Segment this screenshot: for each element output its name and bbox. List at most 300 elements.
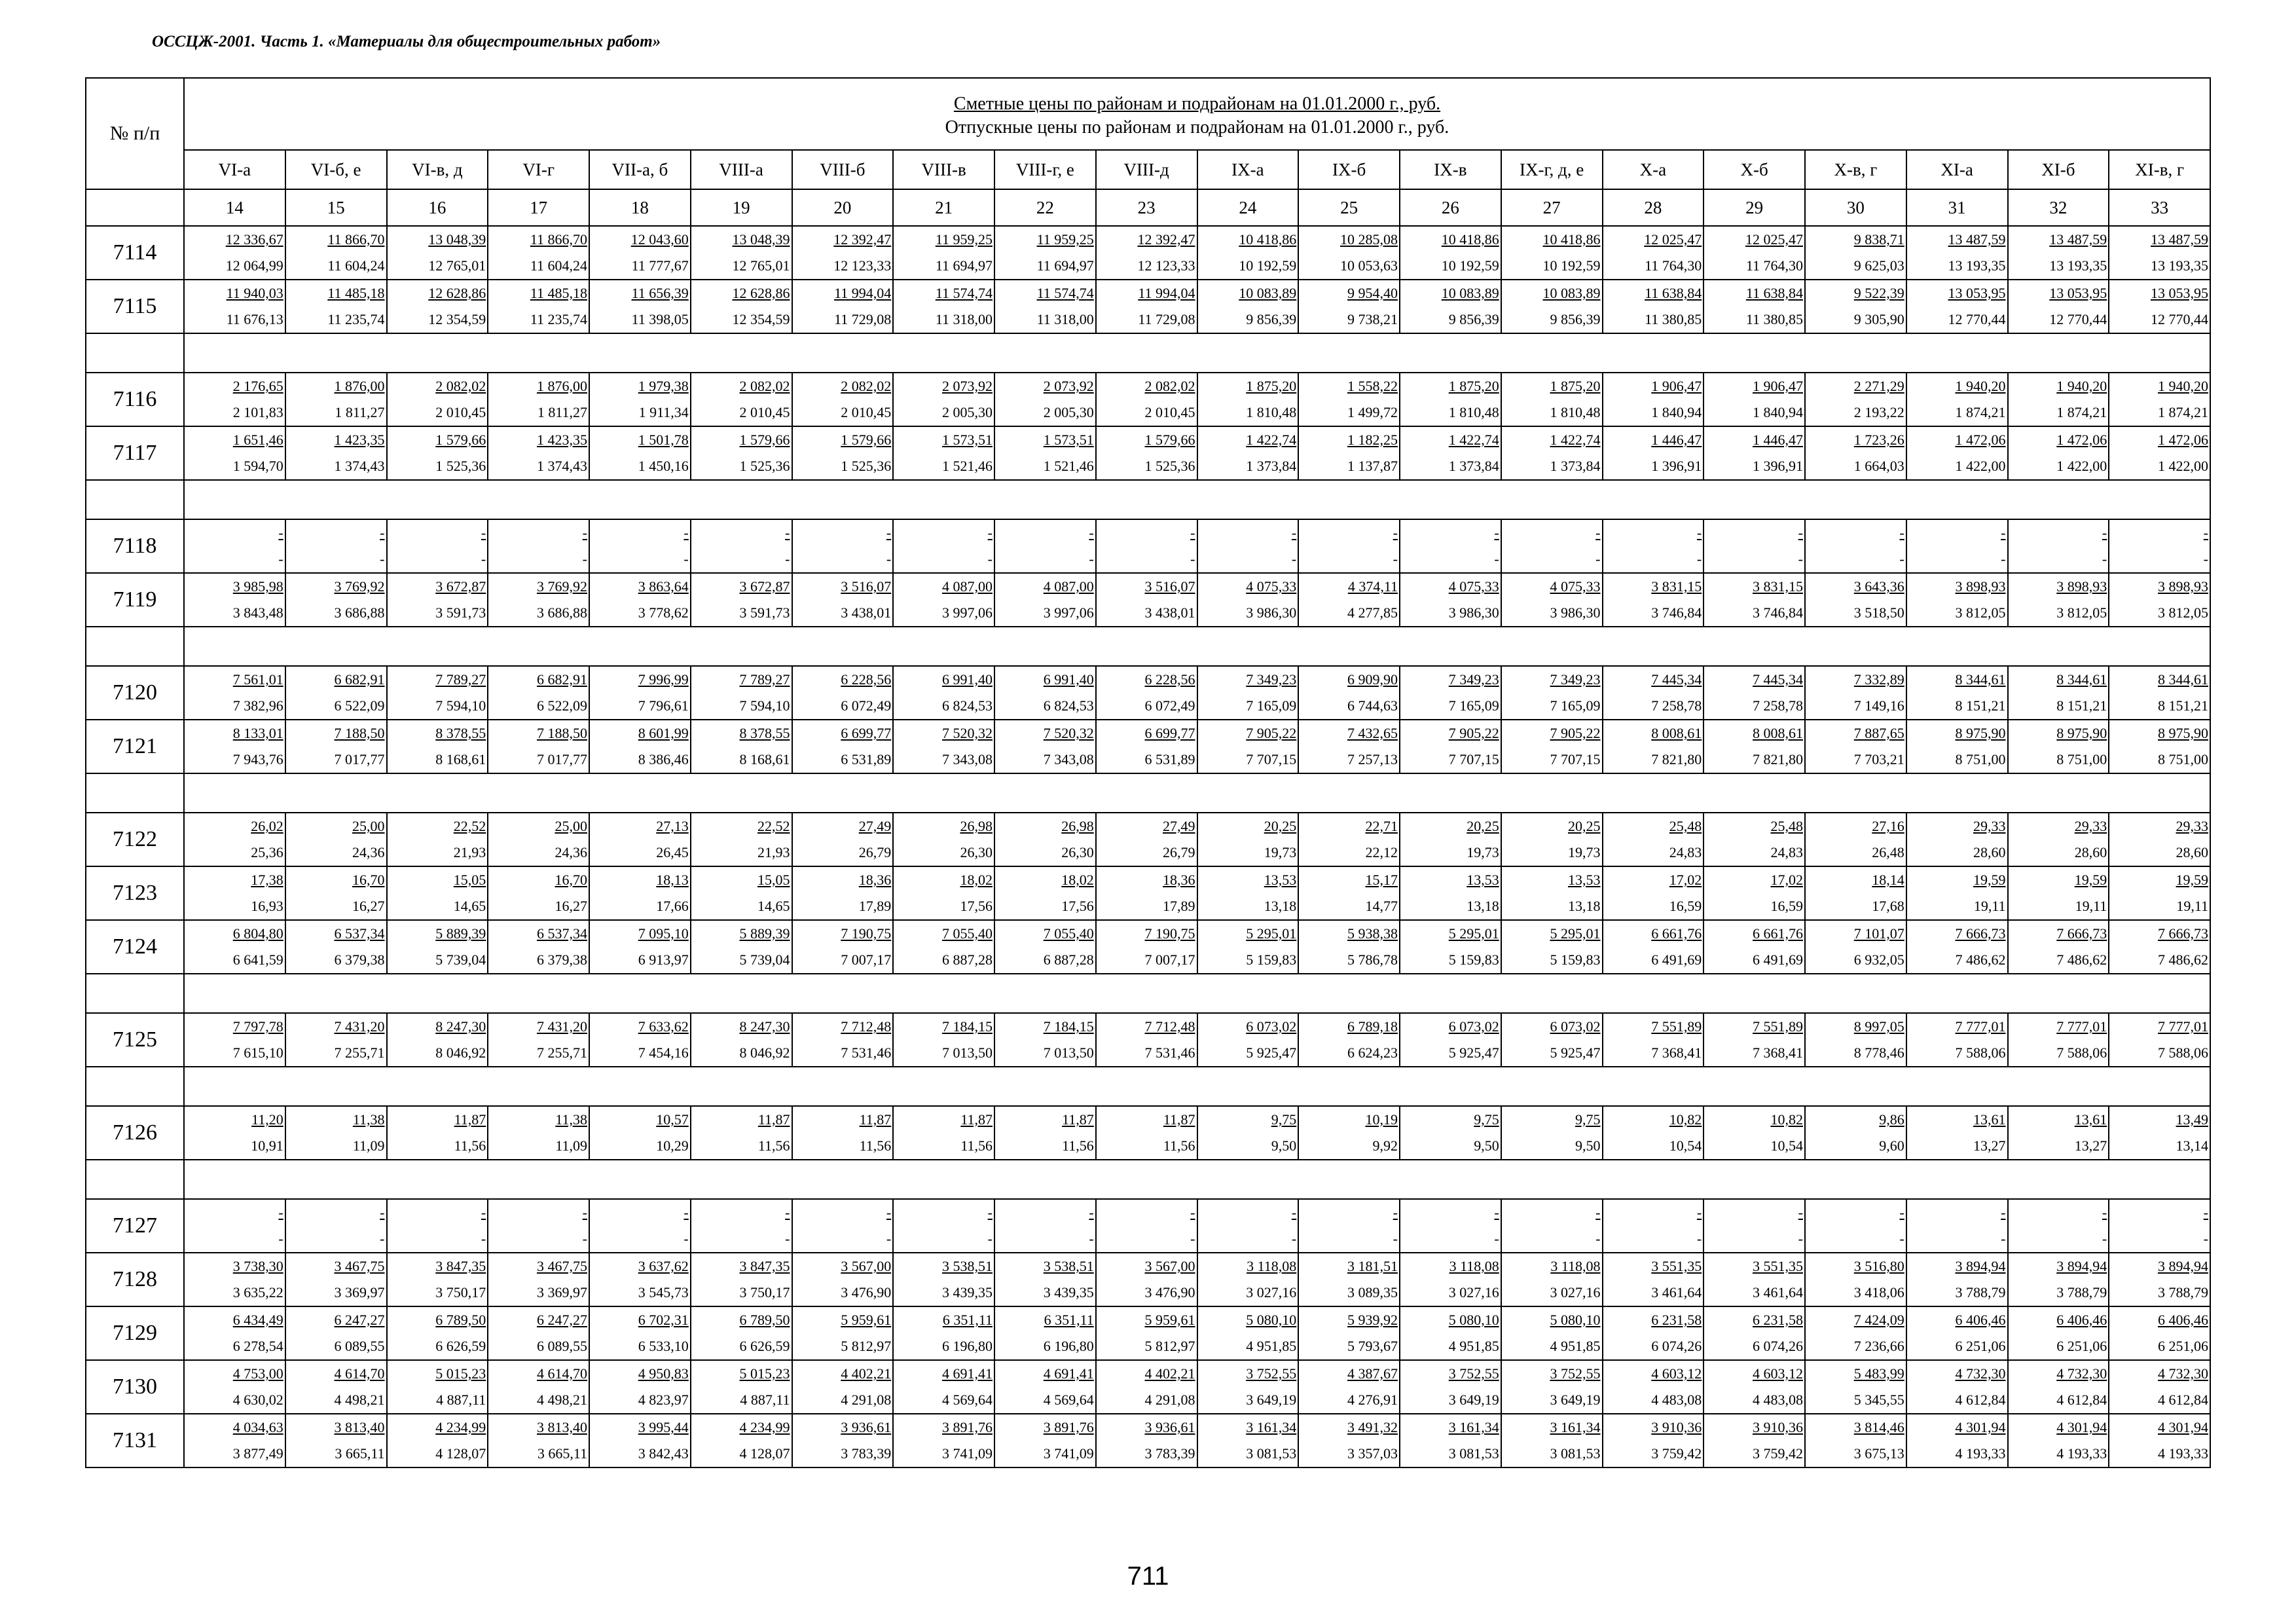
estimate-price: 7 184,15	[942, 1018, 993, 1035]
price-cell	[285, 573, 387, 627]
estimate-price: 12 628,86	[732, 285, 790, 301]
estimate-price: 4 603,12	[1651, 1365, 1702, 1382]
price-cell	[2008, 1013, 2109, 1067]
estimate-price: 11,38	[555, 1111, 587, 1128]
estimate-price: -	[1798, 1204, 1803, 1221]
release-price: 9,50	[1575, 1137, 1601, 1154]
region-header: XI-а	[1906, 150, 2008, 189]
estimate-price: 6 228,56	[1144, 671, 1195, 688]
release-price: 3 369,97	[537, 1284, 587, 1301]
release-price: 3 089,35	[1347, 1284, 1398, 1301]
price-cell	[387, 373, 488, 426]
estimate-price: 10,82	[1770, 1111, 1803, 1128]
estimate-price: 7 445,34	[1753, 671, 1803, 688]
estimate-price: 13,61	[2074, 1111, 2107, 1128]
estimate-price: 8 378,55	[739, 725, 790, 741]
price-cell	[589, 920, 691, 974]
estimate-price: 11 574,74	[1036, 285, 1094, 301]
release-price: 6 074,26	[1651, 1338, 1702, 1354]
price-cell	[488, 866, 589, 920]
price-cell	[285, 1106, 387, 1160]
release-price: -	[582, 551, 587, 567]
separator-row	[86, 974, 2210, 1013]
estimate-price: -	[1899, 525, 1904, 541]
estimate-price: -	[1696, 1204, 1702, 1221]
release-price: 7 588,06	[1955, 1044, 2006, 1061]
release-price: 5 925,47	[1550, 1044, 1601, 1061]
region-header: X-в, г	[1805, 150, 1906, 189]
price-cell	[1400, 666, 1501, 720]
release-price: 7 486,62	[1955, 951, 2006, 968]
separator-cell	[184, 773, 2210, 813]
table-row	[86, 573, 2210, 627]
release-price: 3 750,17	[739, 1284, 790, 1301]
price-cell	[691, 373, 792, 426]
release-price: 13,18	[1264, 898, 1297, 914]
release-price: 9 625,03	[1853, 257, 1904, 274]
price-cell	[1400, 1414, 1501, 1467]
price-cell	[1704, 1414, 1805, 1467]
release-price: 21,93	[453, 844, 486, 860]
release-price: -	[683, 551, 689, 567]
price-cell	[1603, 920, 1704, 974]
estimate-price: 7 789,27	[739, 671, 790, 688]
estimate-price: 4 075,33	[1246, 578, 1297, 595]
separator-cell	[184, 480, 2210, 519]
estimate-price: -	[1190, 1204, 1195, 1221]
release-price: -	[1798, 551, 1803, 567]
release-price: 3 081,53	[1550, 1445, 1601, 1462]
release-price: 28,60	[2176, 844, 2208, 860]
estimate-price: 3 161,34	[1246, 1419, 1297, 1435]
release-price: 6 278,54	[232, 1338, 283, 1354]
price-cell	[1197, 426, 1299, 480]
price-cell	[1805, 1306, 1906, 1360]
release-price: 2 010,45	[841, 404, 892, 420]
price-cell	[387, 920, 488, 974]
estimate-price: 1 472,06	[1955, 432, 2006, 448]
estimate-price: 5 080,10	[1550, 1312, 1601, 1328]
price-cell	[893, 1414, 994, 1467]
estimate-price: 3 118,08	[1449, 1258, 1499, 1274]
price-cell	[691, 280, 792, 333]
release-price: 24,36	[352, 844, 385, 860]
estimate-price: 27,13	[656, 818, 689, 834]
release-price: 1 874,21	[2158, 404, 2208, 420]
price-cell	[1096, 426, 1197, 480]
estimate-price: -	[1291, 1204, 1297, 1221]
estimate-price: 2 073,92	[1043, 378, 1094, 394]
price-cell	[488, 1414, 589, 1467]
price-cell	[387, 1253, 488, 1306]
estimate-price: 18,36	[1163, 872, 1195, 888]
price-cell	[994, 226, 1096, 280]
price-cell	[488, 373, 589, 426]
column-number: 30	[1805, 189, 1906, 226]
estimate-price: 3 831,15	[1753, 578, 1803, 595]
release-price: 3 759,42	[1651, 1445, 1702, 1462]
release-price: 3 438,01	[1144, 604, 1195, 621]
price-cell	[589, 720, 691, 773]
price-cell	[1298, 1106, 1400, 1160]
release-price: 10 053,63	[1340, 257, 1398, 274]
price-cell	[1805, 1013, 1906, 1067]
column-number: 23	[1096, 189, 1197, 226]
price-cell	[1805, 920, 1906, 974]
estimate-price: 6 247,27	[537, 1312, 587, 1328]
estimate-price: 6 699,77	[1144, 725, 1195, 741]
price-cell	[1906, 1253, 2008, 1306]
release-price: 10,54	[1770, 1137, 1803, 1154]
price-cell	[994, 1360, 1096, 1414]
price-cell	[893, 280, 994, 333]
price-cell	[994, 519, 1096, 573]
estimate-price: 11 994,04	[1138, 285, 1195, 301]
column-number: 16	[387, 189, 488, 226]
price-cell	[2008, 519, 2109, 573]
price-cell	[1603, 426, 1704, 480]
price-cell	[1906, 426, 2008, 480]
price-cell	[488, 1360, 589, 1414]
release-price: 12 770,44	[2151, 311, 2208, 327]
estimate-price: 8 344,61	[2158, 671, 2208, 688]
release-price: 7 368,41	[1753, 1044, 1803, 1061]
price-cell	[387, 1360, 488, 1414]
release-price: 11 764,30	[1745, 257, 1803, 274]
separator-cell	[86, 1160, 184, 1199]
estimate-price: 5 889,39	[435, 925, 486, 942]
price-cell	[1096, 1106, 1197, 1160]
table-row	[86, 720, 2210, 773]
estimate-price: 4 087,00	[942, 578, 993, 595]
release-price: 4 630,02	[232, 1392, 283, 1408]
release-price: 10 192,59	[1239, 257, 1297, 274]
release-price: 7 531,46	[841, 1044, 892, 1061]
estimate-price: -	[1089, 525, 1094, 541]
estimate-price: -	[886, 525, 892, 541]
price-cell	[184, 1013, 285, 1067]
price-cell	[285, 1360, 387, 1414]
estimate-price: 7 095,10	[638, 925, 689, 942]
price-cell	[1501, 1106, 1603, 1160]
release-price: 11,56	[1062, 1137, 1094, 1154]
release-price: -	[481, 551, 486, 567]
price-cell	[589, 813, 691, 866]
price-cell	[285, 1414, 387, 1467]
estimate-price: 3 637,62	[638, 1258, 689, 1274]
release-price: 13 193,35	[2151, 257, 2208, 274]
estimate-price: 10,19	[1365, 1111, 1398, 1128]
estimate-price: 4 402,21	[841, 1365, 892, 1382]
estimate-price: 25,48	[1770, 818, 1803, 834]
estimate-price: 3 769,92	[334, 578, 385, 595]
release-price: 8 386,46	[638, 751, 689, 767]
estimate-price: 27,16	[1872, 818, 1904, 834]
price-cell	[691, 226, 792, 280]
release-price: 6 626,59	[739, 1338, 790, 1354]
estimate-price: 1 940,20	[2158, 378, 2208, 394]
estimate-price: 1 579,66	[435, 432, 486, 448]
table-row	[86, 866, 2210, 920]
release-price: 11,56	[960, 1137, 993, 1154]
estimate-price: 19,59	[2074, 872, 2107, 888]
price-cell	[1906, 519, 2008, 573]
price-cell	[893, 813, 994, 866]
price-cell	[2008, 1414, 2109, 1467]
row-number: 7120	[86, 666, 184, 720]
release-price: 7 707,15	[1246, 751, 1297, 767]
row-number: 7128	[86, 1253, 184, 1306]
column-number: 32	[2008, 189, 2109, 226]
estimate-price: -	[683, 525, 689, 541]
price-cell	[691, 920, 792, 974]
estimate-price: 12 025,47	[1745, 231, 1803, 248]
price-cell	[893, 373, 994, 426]
release-price: -	[1393, 551, 1398, 567]
price-cell	[285, 226, 387, 280]
release-price: 7 258,78	[1753, 697, 1803, 714]
estimate-price: 3 847,35	[435, 1258, 486, 1274]
estimate-price: 3 894,94	[1955, 1258, 2006, 1274]
estimate-price: -	[481, 525, 486, 541]
price-cell	[1096, 666, 1197, 720]
estimate-price: 7 887,65	[1853, 725, 1904, 741]
price-cell	[1805, 1106, 1906, 1160]
price-cell	[994, 280, 1096, 333]
price-cell	[387, 813, 488, 866]
release-price: 4 193,33	[2056, 1445, 2107, 1462]
price-cell	[387, 1306, 488, 1360]
row-number: 7117	[86, 426, 184, 480]
price-cell	[285, 866, 387, 920]
price-cell	[1704, 519, 1805, 573]
estimate-price: 5 889,39	[739, 925, 790, 942]
estimate-price: 7 445,34	[1651, 671, 1702, 688]
price-cell	[994, 813, 1096, 866]
estimate-price: 6 537,34	[537, 925, 587, 942]
price-cell	[184, 720, 285, 773]
estimate-price: 7 666,73	[2158, 925, 2208, 942]
estimate-price: 4 691,41	[1043, 1365, 1094, 1382]
estimate-price: 22,52	[757, 818, 790, 834]
price-table	[85, 77, 2211, 1468]
release-price: 28,60	[1973, 844, 2006, 860]
estimate-price: 6 702,31	[638, 1312, 689, 1328]
estimate-price: 1 579,66	[1144, 432, 1195, 448]
column-number: 20	[792, 189, 894, 226]
release-price: 3 635,22	[232, 1284, 283, 1301]
release-price: 17,56	[960, 898, 993, 914]
release-price: 4 128,07	[739, 1445, 790, 1462]
column-number: 27	[1501, 189, 1603, 226]
price-cell	[1805, 720, 1906, 773]
release-price: 6 089,55	[537, 1338, 587, 1354]
release-price: -	[2203, 551, 2208, 567]
release-price: 2 193,22	[1853, 404, 1904, 420]
release-price: 26,45	[656, 844, 689, 860]
estimate-price: 11,20	[251, 1111, 283, 1128]
estimate-price: 7 190,75	[1144, 925, 1195, 942]
estimate-price: 8 008,61	[1651, 725, 1702, 741]
estimate-price: 3 643,36	[1853, 578, 1904, 595]
estimate-price: 7 101,07	[1853, 925, 1904, 942]
estimate-price: 5 080,10	[1448, 1312, 1499, 1328]
release-price: 12 123,33	[833, 257, 892, 274]
price-cell	[2008, 280, 2109, 333]
release-price: 24,83	[1770, 844, 1803, 860]
estimate-price: 11,87	[454, 1111, 486, 1128]
price-cell	[2008, 1360, 2109, 1414]
estimate-price: 4 691,41	[942, 1365, 993, 1382]
estimate-price: 11,87	[1062, 1111, 1094, 1128]
price-cell	[1805, 1199, 1906, 1253]
estimate-price: 7 905,22	[1448, 725, 1499, 741]
release-price: 11 235,74	[327, 311, 385, 327]
estimate-price: -	[582, 1204, 587, 1221]
estimate-price: 2 082,02	[739, 378, 790, 394]
estimate-price: 1 423,35	[334, 432, 385, 448]
price-cell	[285, 813, 387, 866]
release-price: 6 072,49	[841, 697, 892, 714]
estimate-price: -	[1393, 1204, 1398, 1221]
price-cell	[589, 1199, 691, 1253]
region-header: VIII-а	[691, 150, 792, 189]
release-price: 11,56	[1163, 1137, 1195, 1154]
release-price: 7 382,96	[232, 697, 283, 714]
release-price: 7 821,80	[1753, 751, 1803, 767]
release-price: 1 811,27	[537, 404, 587, 420]
estimate-price: 6 789,50	[435, 1312, 486, 1328]
price-cell	[792, 426, 894, 480]
price-cell	[1603, 573, 1704, 627]
separator-cell	[184, 1160, 2210, 1199]
estimate-price: 3 898,93	[2158, 578, 2208, 595]
price-cell	[1096, 1414, 1197, 1467]
estimate-price: 18,02	[1061, 872, 1094, 888]
estimate-price: 9 522,39	[1853, 285, 1904, 301]
estimate-price: 13 053,95	[1948, 285, 2006, 301]
price-cell	[691, 1106, 792, 1160]
estimate-price: 1 423,35	[537, 432, 587, 448]
price-cell	[1603, 373, 1704, 426]
price-cell	[184, 1360, 285, 1414]
estimate-price: 6 231,58	[1753, 1312, 1803, 1328]
release-price: 6 531,89	[1144, 751, 1195, 767]
estimate-price: -	[785, 525, 790, 541]
estimate-price: 4 753,00	[232, 1365, 283, 1382]
estimate-price: -	[582, 525, 587, 541]
estimate-price: 12 043,60	[630, 231, 689, 248]
price-cell	[1603, 280, 1704, 333]
price-cell	[589, 373, 691, 426]
release-price: 2 005,30	[942, 404, 993, 420]
table-row	[86, 1013, 2210, 1067]
release-price: -	[1494, 551, 1499, 567]
release-price: 11,09	[555, 1137, 587, 1154]
release-price: 3 746,84	[1651, 604, 1702, 621]
price-cell	[1906, 1414, 2008, 1467]
estimate-price: 3 181,51	[1347, 1258, 1398, 1274]
row-number: 7118	[86, 519, 184, 573]
price-cell	[1704, 1253, 1805, 1306]
price-cell	[184, 1306, 285, 1360]
estimate-price: 6 231,58	[1651, 1312, 1702, 1328]
region-header-row	[86, 150, 2210, 189]
price-cell	[2109, 519, 2210, 573]
estimate-price: 13 487,59	[2049, 231, 2107, 248]
price-cell	[1501, 920, 1603, 974]
price-cell	[1501, 426, 1603, 480]
release-price: 6 624,23	[1347, 1044, 1398, 1061]
release-price: 8 046,92	[739, 1044, 790, 1061]
release-price: 19,73	[1467, 844, 1499, 860]
price-cell	[792, 720, 894, 773]
price-cell	[1298, 226, 1400, 280]
price-cell	[893, 1199, 994, 1253]
estimate-price: 3 814,46	[1853, 1419, 1904, 1435]
estimate-price: -	[1696, 525, 1702, 541]
release-price: -	[1696, 1230, 1702, 1247]
price-cell	[387, 280, 488, 333]
release-price: 9,50	[1474, 1137, 1499, 1154]
estimate-price: 11 656,39	[631, 285, 689, 301]
estimate-price: 7 431,20	[537, 1018, 587, 1035]
price-cell	[184, 426, 285, 480]
release-price: 6 522,09	[537, 697, 587, 714]
release-price: 1 373,84	[1550, 458, 1601, 474]
release-price: 3 545,73	[638, 1284, 689, 1301]
table-row	[86, 1199, 2210, 1253]
release-price: 19,11	[1973, 898, 2006, 914]
release-price: 26,79	[1163, 844, 1195, 860]
release-price: 16,27	[555, 898, 587, 914]
separator-row	[86, 1160, 2210, 1199]
price-cell	[994, 1013, 1096, 1067]
release-price: 7 615,10	[232, 1044, 283, 1061]
separator-row	[86, 480, 2210, 519]
release-price: 4 569,64	[1043, 1392, 1094, 1408]
release-price: 3 997,06	[1043, 604, 1094, 621]
separator-cell	[86, 1067, 184, 1106]
release-price: 8 168,61	[435, 751, 486, 767]
estimate-price: 3 936,61	[1144, 1419, 1195, 1435]
release-price: 3 591,73	[739, 604, 790, 621]
release-price: 11 694,97	[1036, 257, 1094, 274]
estimate-price: -	[380, 525, 385, 541]
price-cell	[1501, 1013, 1603, 1067]
estimate-price: 1 422,74	[1550, 432, 1601, 448]
price-cell	[488, 1199, 589, 1253]
price-cell	[1603, 1199, 1704, 1253]
release-price: 7 486,62	[2056, 951, 2107, 968]
estimate-price: 20,25	[1467, 818, 1499, 834]
estimate-price: 7 633,62	[638, 1018, 689, 1035]
estimate-price: 4 387,67	[1347, 1365, 1398, 1382]
release-price: 6 196,80	[1043, 1338, 1094, 1354]
region-header: VI-г	[488, 150, 589, 189]
release-price: 4 483,08	[1651, 1392, 1702, 1408]
estimate-price: 1 558,22	[1347, 378, 1398, 394]
estimate-price: 1 875,20	[1550, 378, 1601, 394]
release-price: 3 665,11	[537, 1445, 587, 1462]
price-cell	[1197, 666, 1299, 720]
release-price: -	[1899, 1230, 1904, 1247]
caption-row	[86, 78, 2210, 150]
table-row	[86, 426, 2210, 480]
estimate-price: 7 996,99	[638, 671, 689, 688]
estimate-price: 27,49	[1163, 818, 1195, 834]
price-cell	[589, 226, 691, 280]
